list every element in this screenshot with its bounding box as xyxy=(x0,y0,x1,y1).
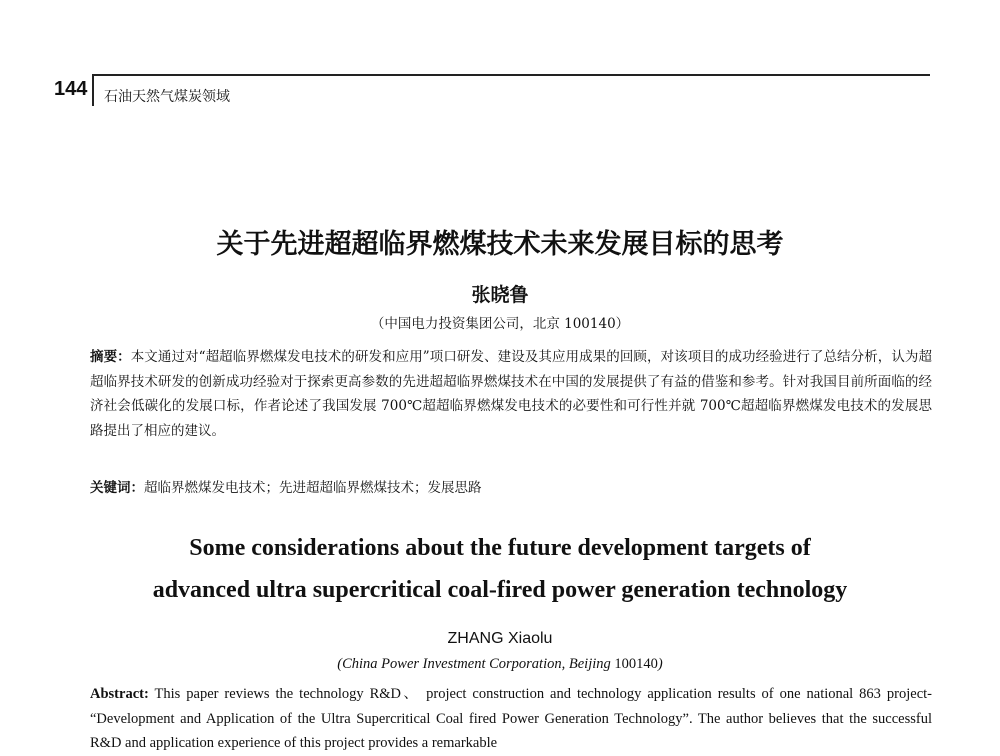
affiliation-city: Beijing xyxy=(568,656,611,672)
paper-title-en-line2: advanced ultra supercritical coal-fired power generation technology xyxy=(152,577,848,603)
page-number: 144 xyxy=(54,78,88,100)
paper-title-en-line1: Some considerations about the future development targets of xyxy=(189,535,811,561)
header-divider xyxy=(92,74,94,106)
journal-section: 石油天然气煤炭领域 xyxy=(104,89,230,105)
header-rule xyxy=(92,74,930,76)
abstract-en-label: Abstract: xyxy=(90,686,149,702)
keywords-cn xyxy=(90,476,932,501)
affiliation-en: (China Power Investment Corporation, Beijing 100140) xyxy=(337,656,663,672)
paper-title-cn: 关于先进超超临界燃煤技术未来发展目标的思考 xyxy=(216,229,784,260)
affiliation-code: 100140 xyxy=(614,656,658,672)
abstract-cn-label: 摘要： xyxy=(90,349,131,365)
abstract-en xyxy=(90,682,932,756)
author-cn: 张晓鲁 xyxy=(471,284,529,306)
abstract-cn xyxy=(90,345,932,443)
abstract-en-text: This paper reviews the technology R&D、 project construction and technology application results of one national 863 project- “Development and Application of the Ultra Supercritical Coal fired Power Generation Technology”. The author believes that the successful R&D and application experience of this project provides a remarkable xyxy=(90,686,932,751)
affiliation-cn: （中国电力投资集团公司，北京 100140） xyxy=(370,316,630,332)
keywords-cn-label: 关键词： xyxy=(90,480,144,496)
keywords-cn-text: 超临界燃煤发电技术；先进超超临界燃煤技术；发展思路 xyxy=(144,480,482,496)
author-en: ZHANG Xiaolu xyxy=(447,630,553,647)
abstract-cn-text: 本文通过对“超超临界燃煤发电技术的研发和应用”项口研发、建设及其应用成果的回顾，对该项目的成功经验进行了总结分析，认为超超临界技术研发的创新成功经验对于探索更高参数的先进超超临界燃煤技术在中国的发展提供了有益的借鉴和参考。针对我国目前所面临的经济社会低碳化的发展口标，作者论述了我国发展 700℃超超临界燃煤发电技术的必要性和可行性并就 700℃超超临界燃煤发电技术的发展思路提出了相应的建议。 xyxy=(90,349,932,439)
affiliation-org: China Power Investment Corporation xyxy=(342,656,562,672)
